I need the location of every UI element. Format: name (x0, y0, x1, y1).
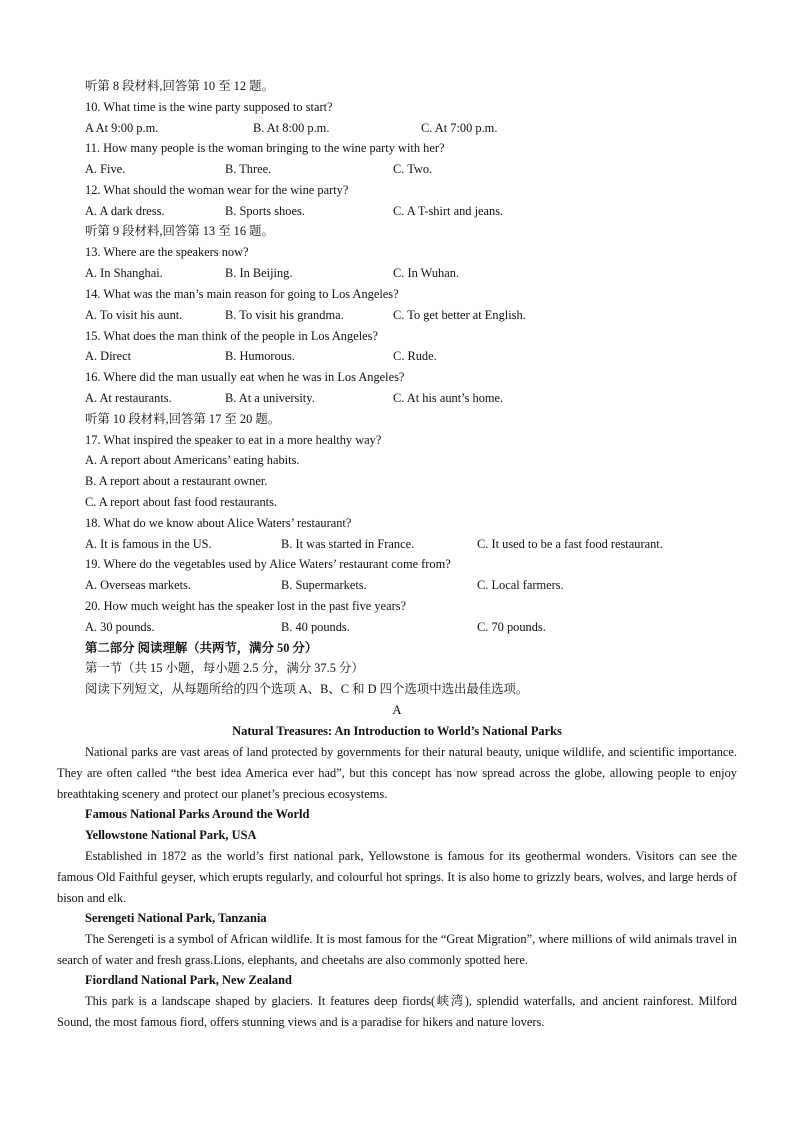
q14-option-a: A. To visit his aunt. (85, 308, 183, 322)
park-3-paragraph: This park is a landscape shaped by glaciers. It features deep fiords(峡湾), splendid waterfalls, and ancient rainforest. Milford Sound, the most famous fiord, offers stunning views and is a paradise for hikers and nature lovers. (57, 994, 737, 1029)
park-1-paragraph: Established in 1872 as the world’s first national park, Yellowstone is famous for its geothermal wonders. Visitors can see the famous Old Faithful geyser, which erupts regularly, and colourful hot springs. It is also home to grizzly bears, wolves, and large herds of bison and elk. (57, 849, 737, 905)
q15-option-a: A. Direct (85, 349, 132, 363)
park-1-name: Yellowstone National Park, USA (85, 828, 257, 842)
q19-option-c: C. Local farmers. (477, 578, 564, 592)
park-2-paragraph: The Serengeti is a symbol of African wildlife. It is most famous for the “Great Migration”, where millions of wild animals travel in search of water and fresh grass.Lions, elephants, and cheetahs are also commonly spotted here. (57, 932, 737, 967)
q20-option-a: A. 30 pounds. (85, 620, 155, 634)
section-one-header: 第一节（共 15 小题，每小题 2.5 分，满分 37.5 分） (85, 661, 364, 675)
part-two-title: 第二部分 阅读理解（共两节，满分 50 分） (85, 641, 318, 655)
q12-option-b: B. Sports shoes. (225, 204, 305, 218)
question-16: 16. Where did the man usually eat when he was in Los Angeles? (85, 370, 405, 384)
q18-option-a: A. It is famous in the US. (85, 537, 212, 551)
q20-option-b: B. 40 pounds. (281, 620, 350, 634)
q15-option-c: C. Rude. (393, 349, 437, 363)
q11-option-c: C. Two. (393, 162, 433, 176)
q16-option-b: B. At a university. (225, 391, 315, 405)
section-9-header: 听第 9 段材料,回答第 13 至 16 题。 (85, 224, 274, 238)
q17-option-c: C. A report about fast food restaurants. (85, 495, 278, 509)
q14-option-c: C. To get better at English. (393, 308, 526, 322)
section-10-header: 听第 10 段材料,回答第 17 至 20 题。 (85, 412, 281, 426)
question-18: 18. What do we know about Alice Waters’ restaurant? (85, 516, 352, 530)
park-3-name: Fiordland National Park, New Zealand (85, 973, 292, 987)
q16-option-c: C. At his aunt’s home. (393, 391, 504, 405)
question-13: 13. Where are the speakers now? (85, 245, 249, 259)
q17-option-a: A. A report about Americans’ eating habits. (85, 453, 300, 467)
question-11: 11. How many people is the woman bringing to the wine party with her? (85, 141, 445, 155)
question-20: 20. How much weight has the speaker lost in the past five years? (85, 599, 407, 613)
q10-option-b: B. At 8:00 p.m. (253, 121, 330, 135)
question-17: 17. What inspired the speaker to eat in a more healthy way? (85, 433, 382, 447)
question-15: 15. What does the man think of the people in Los Angeles? (85, 329, 378, 343)
q14-option-b: B. To visit his grandma. (225, 308, 344, 322)
q13-option-b: B. In Beijing. (225, 266, 293, 280)
q17-option-b: B. A report about a restaurant owner. (85, 474, 268, 488)
q12-option-a: A. A dark dress. (85, 204, 165, 218)
q18-option-c: C. It used to be a fast food restaurant. (477, 537, 663, 551)
reading-instruction: 阅读下列短文，从每题所给的四个选项 A、B、C 和 D 四个选项中选出最佳选项。 (85, 682, 529, 696)
question-10: 10. What time is the wine party supposed to start? (85, 100, 333, 114)
park-2-name: Serengeti National Park, Tanzania (85, 911, 267, 925)
question-19: 19. Where do the vegetables used by Alice Waters’ restaurant come from? (85, 557, 451, 571)
question-14: 14. What was the man’s main reason for going to Los Angeles? (85, 287, 399, 301)
q13-option-c: C. In Wuhan. (393, 266, 460, 280)
q15-option-b: B. Humorous. (225, 349, 295, 363)
subheading: Famous National Parks Around the World (85, 807, 310, 821)
q11-option-b: B. Three. (225, 162, 272, 176)
q16-option-a: A. At restaurants. (85, 391, 172, 405)
q20-option-c: C. 70 pounds. (477, 620, 546, 634)
q11-option-a: A. Five. (85, 162, 126, 176)
passage-title: Natural Treasures: An Introduction to World’s National Parks (232, 724, 562, 738)
intro-paragraph: National parks are vast areas of land protected by governments for their natural beauty, unique wildlife, and scientific importance. They are often called “the best idea America ever had”, but this concept has now spread across the globe, allowing people to enjoy breathtaking scenery and protect our planet’s precious ecosystems. (57, 745, 737, 801)
q19-option-a: A. Overseas markets. (85, 578, 191, 592)
q19-option-b: B. Supermarkets. (281, 578, 367, 592)
q12-option-c: C. A T-shirt and jeans. (393, 204, 504, 218)
question-12: 12. What should the woman wear for the wine party? (85, 183, 349, 197)
q13-option-a: A. In Shanghai. (85, 266, 163, 280)
q10-option-c: C. At 7:00 p.m. (421, 121, 498, 135)
q10-option-a: A At 9:00 p.m. (85, 121, 159, 135)
passage-letter: A (392, 703, 402, 717)
q18-option-b: B. It was started in France. (281, 537, 415, 551)
section-8-header: 听第 8 段材料,回答第 10 至 12 题。 (85, 79, 274, 93)
